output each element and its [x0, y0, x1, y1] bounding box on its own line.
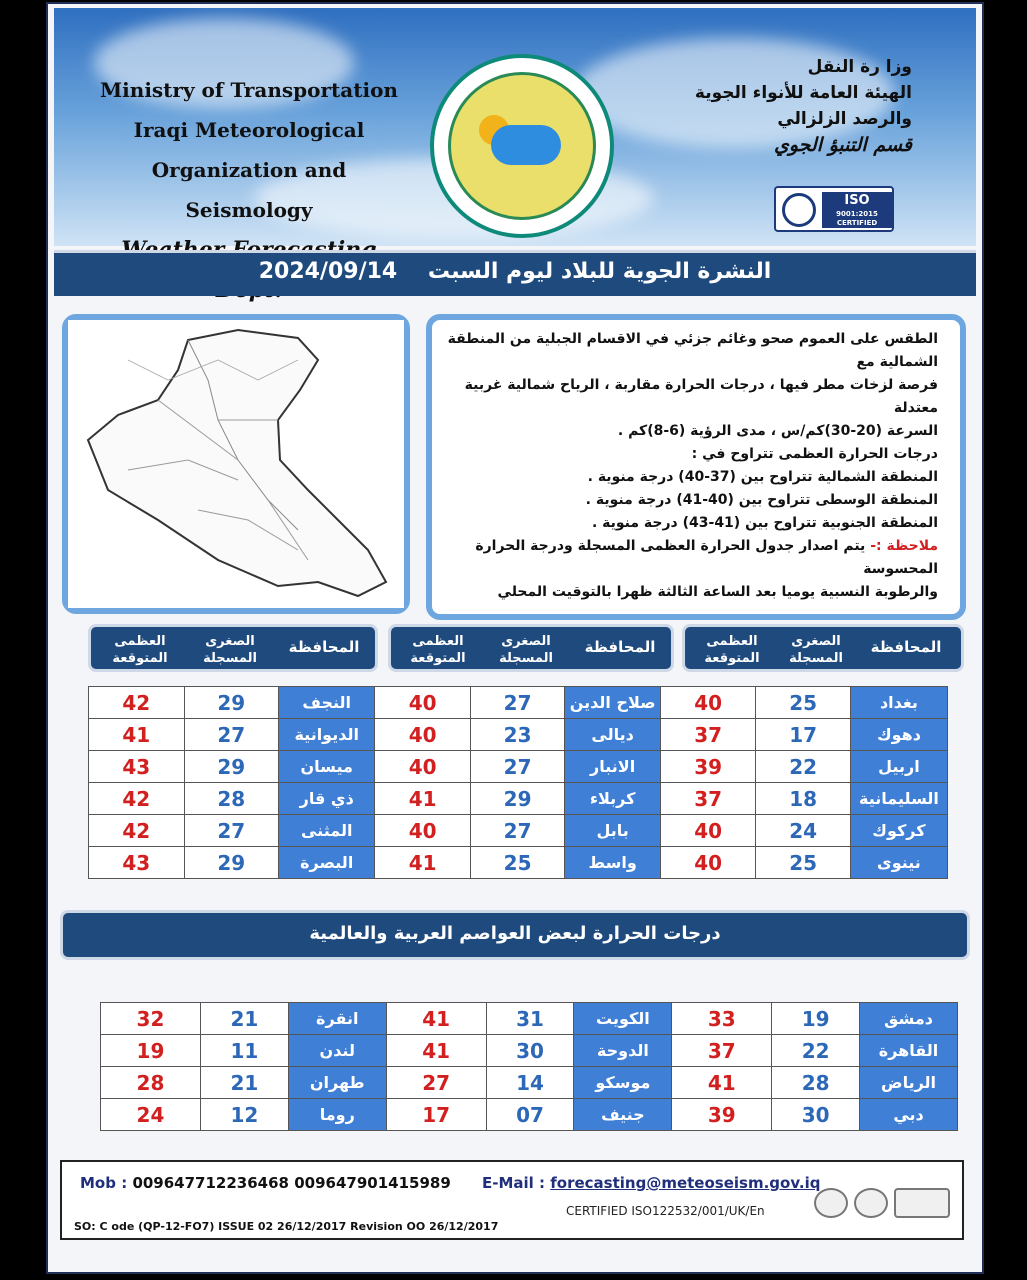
header-max-l1: العظمى — [114, 634, 166, 649]
min-temp-cell: 27 — [184, 719, 279, 751]
min-temp-cell: 27 — [184, 815, 279, 847]
max-temp-cell: 17 — [386, 1099, 486, 1131]
table-row — [101, 1003, 958, 1035]
iraq-temperature-table — [88, 686, 948, 879]
table-row — [101, 1035, 958, 1067]
table-row — [101, 1067, 958, 1099]
max-temp-cell: 42 — [89, 783, 185, 815]
bulletin-title — [54, 259, 976, 284]
min-temp-cell: 07 — [486, 1099, 574, 1131]
province-cell: القاهرة — [860, 1035, 958, 1067]
province-cell: واسط — [565, 847, 661, 879]
forecast-line: فرصة لزخات مطر فيها ، درجات الحرارة مقاربة ، الرياح شمالية غربية معتدلة — [464, 377, 938, 416]
province-cell: الانبار — [565, 751, 661, 783]
max-temp-cell: 41 — [375, 847, 470, 879]
bulletin-title-bar — [54, 250, 976, 296]
org-name-en-line1: Iraqi Meteorological — [133, 118, 365, 142]
table-row — [89, 847, 948, 879]
province-cell: لندن — [288, 1035, 386, 1067]
header-max-l2: المتوقعة — [112, 651, 168, 666]
province-cell: المثنى — [279, 815, 375, 847]
bulletin-date: 2024/09/14 — [258, 259, 398, 284]
footer-logo-2 — [854, 1188, 888, 1218]
iso-sub-label: 9001:2015 CERTIFIED — [836, 210, 878, 227]
province-cell: النجف — [279, 687, 375, 719]
min-temp-cell: 28 — [184, 783, 279, 815]
min-temp-cell: 27 — [470, 687, 565, 719]
max-temp-cell: 39 — [672, 1099, 772, 1131]
email-contact — [482, 1174, 820, 1192]
min-temp-cell: 17 — [756, 719, 851, 751]
iraq-map — [62, 314, 410, 614]
min-temp-cell: 25 — [756, 847, 851, 879]
province-cell: الكويت — [574, 1003, 672, 1035]
max-temp-cell: 37 — [672, 1035, 772, 1067]
max-temp-cell: 41 — [386, 1003, 486, 1035]
ministry-name-ar: وزا رة النقل — [807, 57, 912, 77]
table-row — [89, 815, 948, 847]
column-header-right — [682, 624, 964, 672]
province-cell: موسكو — [574, 1067, 672, 1099]
forecast-line: المنطقة الجنوبية تتراوح بين (41-43) درجة منوية . — [591, 515, 938, 531]
province-cell: الدوحة — [574, 1035, 672, 1067]
forecast-line: درجات الحرارة العظمى تتراوح في : — [691, 446, 938, 462]
header-province: المحافظة — [288, 638, 360, 656]
province-cell: البصرة — [279, 847, 375, 879]
max-temp-cell: 43 — [89, 847, 185, 879]
min-temp-cell: 21 — [200, 1003, 288, 1035]
table-row — [89, 687, 948, 719]
max-temp-cell: 42 — [89, 815, 185, 847]
min-temp-cell: 14 — [486, 1067, 574, 1099]
footer — [60, 1160, 964, 1240]
max-temp-cell: 40 — [375, 815, 470, 847]
bulletin-page — [46, 2, 984, 1274]
header-min-l2: المسجلة — [789, 651, 843, 666]
header-max — [393, 633, 483, 667]
checkmark-icon — [782, 193, 816, 227]
iraq-map-drawing — [68, 320, 404, 608]
header-min — [185, 633, 275, 667]
province-cell: ميسان — [279, 751, 375, 783]
min-temp-cell: 23 — [470, 719, 565, 751]
max-temp-cell: 32 — [101, 1003, 201, 1035]
max-temp-cell: 41 — [375, 783, 470, 815]
header-min-l2: المسجلة — [203, 651, 257, 666]
forecast-line: المنطقة الشمالية تتراوح بين (37-40) درجة منوية . — [587, 469, 938, 485]
header-min-l1: الصغرى — [205, 634, 255, 649]
min-temp-cell: 29 — [184, 687, 279, 719]
note-text-2: والرطوبة النسبية يوميا بعد الساعة الثالثة ظهرا بالتوقيت المحلي — [497, 584, 938, 600]
min-temp-cell: 21 — [200, 1067, 288, 1099]
header-max-l1: العظمى — [706, 634, 758, 649]
iso-badge — [774, 186, 894, 232]
mobile-label: Mob : — [80, 1174, 128, 1192]
dept-name-ar: قسم التنبؤ الجوي — [773, 134, 912, 156]
min-temp-cell: 30 — [772, 1099, 860, 1131]
province-cell: ديالى — [565, 719, 661, 751]
forecast-text — [438, 328, 938, 604]
header-banner — [54, 8, 976, 246]
footer-logo-3 — [894, 1188, 950, 1218]
header-min — [481, 633, 571, 667]
max-temp-cell: 40 — [660, 815, 755, 847]
table-row — [89, 751, 948, 783]
capitals-title: درجات الحرارة لبعض العواصم العربية والعالمية — [309, 923, 721, 944]
province-cell: نينوى — [850, 847, 947, 879]
province-cell: دبي — [860, 1099, 958, 1131]
province-cell: صلاح الدين — [565, 687, 661, 719]
org-name-ar-line2: والرصد الزلزالي — [777, 109, 912, 129]
province-cell: كربلاء — [565, 783, 661, 815]
forecast-line: الطقس على العموم صحو وغائم جزئي في الاقسام الجبلية من المنطقة الشمالية مع — [447, 331, 938, 370]
max-temp-cell: 40 — [375, 719, 470, 751]
min-temp-cell: 29 — [184, 751, 279, 783]
min-temp-cell: 27 — [470, 815, 565, 847]
bulletin-title-text: النشرة الجوية للبلاد ليوم السبت — [427, 259, 772, 284]
forecast-note — [438, 535, 938, 581]
note-text-1: يتم اصدار جدول الحرارة العظمى المسجلة ودرجة الحرارة المحسوسة — [475, 538, 938, 577]
min-temp-cell: 28 — [772, 1067, 860, 1099]
header-max-l2: المتوقعة — [704, 651, 760, 666]
max-temp-cell: 40 — [660, 687, 755, 719]
min-temp-cell: 29 — [184, 847, 279, 879]
header-max — [687, 633, 777, 667]
min-temp-cell: 29 — [470, 783, 565, 815]
max-temp-cell: 42 — [89, 687, 185, 719]
province-cell: انقرة — [288, 1003, 386, 1035]
province-cell: روما — [288, 1099, 386, 1131]
footer-logo-1 — [814, 1188, 848, 1218]
province-cell: دمشق — [860, 1003, 958, 1035]
certification-text: CERTIFIED ISO122532/001/UK/En — [566, 1204, 765, 1218]
header-min-l1: الصغرى — [791, 634, 841, 649]
province-cell: ذي قار — [279, 783, 375, 815]
min-temp-cell: 19 — [772, 1003, 860, 1035]
arabic-org-name — [652, 54, 912, 158]
max-temp-cell: 39 — [660, 751, 755, 783]
email-link[interactable]: forecasting@meteoseism.gov.iq — [550, 1174, 821, 1192]
max-temp-cell: 40 — [660, 847, 755, 879]
header-min — [771, 633, 861, 667]
min-temp-cell: 22 — [756, 751, 851, 783]
max-temp-cell: 19 — [101, 1035, 201, 1067]
mobile-contact — [80, 1174, 451, 1192]
org-name-en-line2: Organization and Seismology — [151, 158, 347, 222]
max-temp-cell: 28 — [101, 1067, 201, 1099]
province-cell: بابل — [565, 815, 661, 847]
province-cell: الرياض — [860, 1067, 958, 1099]
max-temp-cell: 40 — [375, 687, 470, 719]
table-row — [89, 783, 948, 815]
table-row — [89, 719, 948, 751]
province-cell: طهران — [288, 1067, 386, 1099]
min-temp-cell: 24 — [756, 815, 851, 847]
max-temp-cell: 33 — [672, 1003, 772, 1035]
max-temp-cell: 27 — [386, 1067, 486, 1099]
forecast-text-box — [426, 314, 966, 620]
capitals-temperature-table — [100, 1002, 958, 1131]
column-header-middle — [388, 624, 674, 672]
min-temp-cell: 30 — [486, 1035, 574, 1067]
max-temp-cell: 41 — [89, 719, 185, 751]
header-min-l2: المسجلة — [499, 651, 553, 666]
min-temp-cell: 12 — [200, 1099, 288, 1131]
province-cell: كركوك — [850, 815, 947, 847]
min-temp-cell: 25 — [756, 687, 851, 719]
province-cell: بغداد — [850, 687, 947, 719]
min-temp-cell: 27 — [470, 751, 565, 783]
min-temp-cell: 25 — [470, 847, 565, 879]
max-temp-cell: 43 — [89, 751, 185, 783]
province-cell: السليمانية — [850, 783, 947, 815]
province-cell: اربيل — [850, 751, 947, 783]
header-max — [95, 633, 185, 667]
max-temp-cell: 37 — [660, 719, 755, 751]
min-temp-cell: 18 — [756, 783, 851, 815]
max-temp-cell: 41 — [386, 1035, 486, 1067]
organization-logo — [430, 54, 614, 238]
capitals-title-bar — [60, 910, 970, 960]
header-min-l1: الصغرى — [501, 634, 551, 649]
min-temp-cell: 11 — [200, 1035, 288, 1067]
document-code: SO: C ode (QP-12-FO7) ISSUE 02 26/12/2017 Revision OO 26/12/2017 — [74, 1220, 499, 1233]
table-row — [101, 1099, 958, 1131]
province-cell: دهوك — [850, 719, 947, 751]
email-label: E-Mail : — [482, 1174, 546, 1192]
note-label: ملاحظة :- — [870, 538, 938, 554]
forecast-line: المنطقة الوسطى تتراوح بين (40-41) درجة منوية . — [585, 492, 938, 508]
header-province: المحافظة — [870, 638, 942, 656]
max-temp-cell: 41 — [672, 1067, 772, 1099]
header-province: المحافظة — [584, 638, 656, 656]
mobile-numbers: 009647712236468 009647901415989 — [132, 1174, 451, 1192]
header-max-l1: العظمى — [412, 634, 464, 649]
org-name-ar-line1: الهيئة العامة للأنواء الجوية — [694, 83, 912, 103]
column-header-left — [88, 624, 378, 672]
iso-label: ISO — [844, 193, 870, 208]
min-temp-cell: 22 — [772, 1035, 860, 1067]
province-cell: جنيف — [574, 1099, 672, 1131]
province-cell: الديوانية — [279, 719, 375, 751]
max-temp-cell: 37 — [660, 783, 755, 815]
forecast-line: السرعة (20-30)كم/س ، مدى الرؤية (6-8)كم . — [617, 423, 938, 439]
header-max-l2: المتوقعة — [410, 651, 466, 666]
ministry-name-en: Ministry of Transportation — [100, 78, 398, 102]
max-temp-cell: 40 — [375, 751, 470, 783]
min-temp-cell: 31 — [486, 1003, 574, 1035]
max-temp-cell: 24 — [101, 1099, 201, 1131]
